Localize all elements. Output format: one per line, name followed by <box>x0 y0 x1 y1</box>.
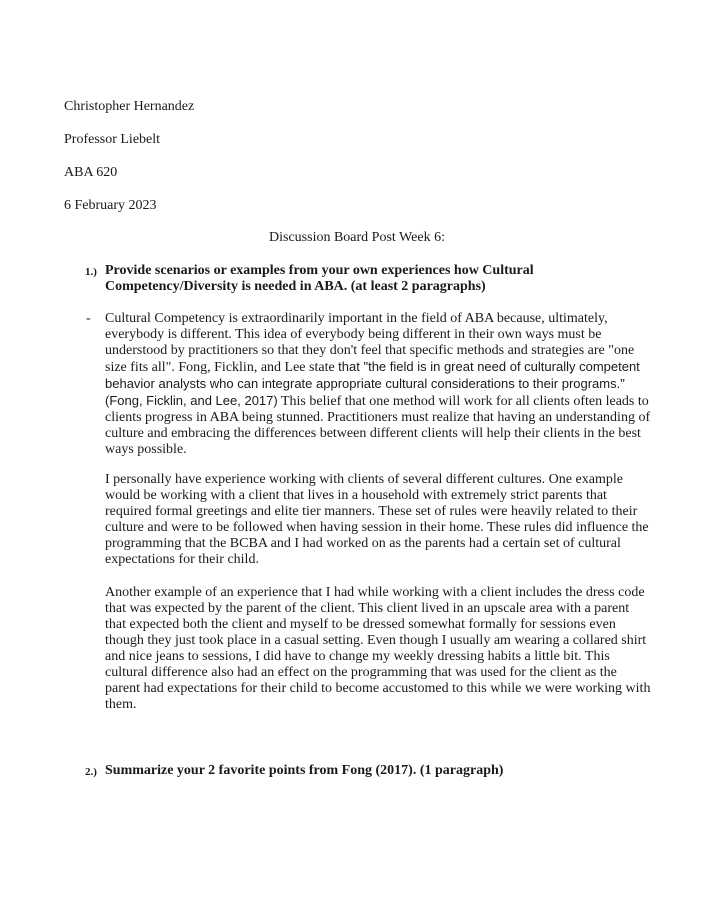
author-name: Christopher Hernandez <box>64 99 195 114</box>
list-bullet: - <box>86 311 91 326</box>
answer-paragraph-2: I personally have experience working with clients of several different cultures. One example would be working with a client that lives in a household with extremely strict parents that required formal greetings and elite tier manners. These set of rules were heavily related to their culture and were to be followed when having session in their home. These rules did influence the programming that the BCBA and I had worked on as the parents had a certain set of cultural expectations for their child. <box>105 472 649 567</box>
question-2-text: Summarize your 2 favorite points from Fong (2017). (1 paragraph) <box>105 763 504 778</box>
document-date: 6 February 2023 <box>64 198 157 213</box>
answer-paragraph-1-conclusion: This belief that one method will work for all clients often leads to clients progress in ABA being stunned. Practitioners must realize that having an understanding of culture and embracing the differences between different clients will help their clients in the best ways possible. <box>105 394 651 457</box>
answer-paragraph-1 <box>105 311 653 458</box>
course-code: ABA 620 <box>64 165 118 180</box>
question-2-number: 2.) <box>85 766 97 778</box>
question-1-text: Provide scenarios or examples from your own experiences how Cultural Competency/Diversity is needed in ABA. (at least 2 paragraphs) <box>105 263 534 294</box>
question-1-number: 1.) <box>85 266 97 278</box>
document-title: Discussion Board Post Week 6: <box>269 230 445 245</box>
answer-paragraph-1-quote: that "the field is in great need of culturally competent behavior analysts who can integrate appropriate cultural considerations to their programs." (Fong, Ficklin, and Lee, 2017) <box>105 359 640 408</box>
answer-paragraph-3: Another example of an experience that I had while working with a client includes the dress code that was expected by the parent of the client. This client lived in an upscale area with a parent that expected both the client and myself to be dressed somewhat formally for sessions even though they just took place in a casual setting. Even though I usually am wearing a collared shirt and nice jeans to sessions, I did have to change my weekly dressing habits a little bit. This cultural difference also had an effect on the programming that was used for the client as the parent had expectations for their child to become accustomed to this while we were working with them. <box>105 585 651 712</box>
answer-paragraph-1-intro: Cultural Competency is extraordinarily important in the field of ABA because, ultimately, everybody is different. This idea of everybody being different in their own ways must be understood by practitioners so that they don't feel that specific methods and strategies are "one size fits all". Fong, Ficklin, and Lee state <box>105 311 635 375</box>
professor-name: Professor Liebelt <box>64 132 161 147</box>
